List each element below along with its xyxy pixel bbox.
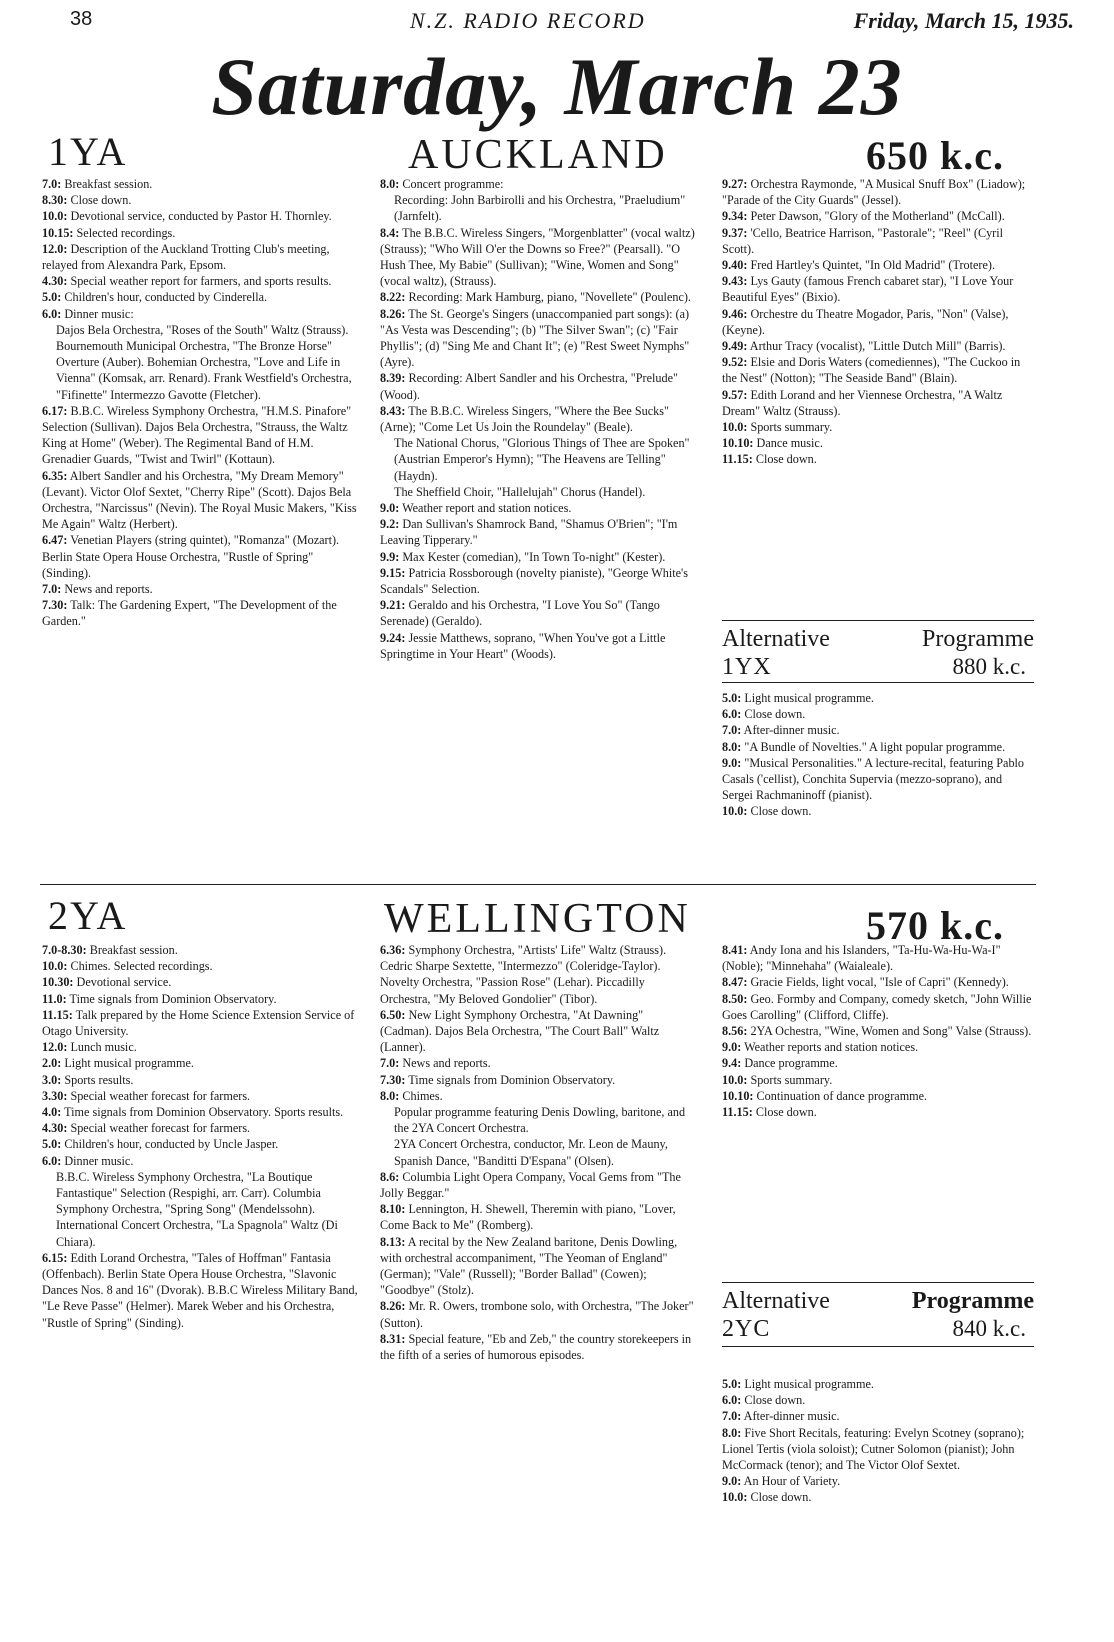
programme-time: 4.30: <box>42 274 68 289</box>
programme-item <box>42 974 360 990</box>
programme-time: 7.0: <box>722 723 742 738</box>
programme-item <box>42 176 360 192</box>
programme-item <box>722 1072 1034 1088</box>
programme-item <box>380 549 696 565</box>
programme-text: Fred Hartley's Quintet, "In Old Madrid" (Trotere). <box>750 258 996 273</box>
programme-item <box>722 419 1034 435</box>
programme-time: 7.0: <box>722 1409 742 1424</box>
programme-item <box>380 1088 696 1104</box>
programme-time: 3.30: <box>42 1088 68 1103</box>
programme-time: 9.49: <box>722 339 748 354</box>
programme-text: Close down. <box>744 1393 806 1408</box>
programme-time: 9.46: <box>722 306 748 321</box>
programme-time: 10.30: <box>42 975 74 990</box>
alt-2yc-rule <box>722 1282 1034 1283</box>
programme-time: 10.0: <box>722 804 748 819</box>
programme-text: Close down. <box>70 193 132 208</box>
programme-time: 10.15: <box>42 225 74 240</box>
programme-item <box>722 451 1034 467</box>
programme-time: 8.39: <box>380 371 406 386</box>
programme-text: The National Chorus, "Glorious Things of Thee are Spoken" (Austrian Emperor's Hymn); "The Heavens are Telling" (Haydn). <box>394 436 690 483</box>
programme-time: 7.0: <box>42 177 62 191</box>
alt-programme-1yx-heading <box>722 626 1034 686</box>
programme-time: 7.0: <box>42 582 62 597</box>
programme-text: Arthur Tracy (vocalist), "Little Dutch Mill" (Barris). <box>749 339 1006 354</box>
programme-time: 11.15: <box>42 1007 73 1022</box>
programme-item <box>42 1055 360 1071</box>
alt-call-1yx: 1YX <box>722 654 772 680</box>
programme-item <box>380 370 696 402</box>
programme-item <box>380 597 696 629</box>
programme-text: Orchestra Raymonde, "A Musical Snuff Box" (Liadow); "Parade of the City Guards" (Jessel). <box>722 177 1026 208</box>
programme-time: 9.57: <box>722 387 748 402</box>
programme-item <box>42 1072 360 1088</box>
programme-item <box>722 208 1034 224</box>
programme-item <box>722 1392 1034 1408</box>
programme-item <box>722 722 1034 738</box>
programme-text: Special weather forecast for farmers. <box>70 1088 251 1103</box>
programme-item <box>42 991 360 1007</box>
page-title: Saturday, March 23 <box>211 41 903 132</box>
programme-text: Chimes. <box>402 1088 443 1103</box>
programme-item <box>42 403 360 468</box>
programme-item <box>722 1055 1034 1071</box>
alt-2yc-rule-bottom <box>722 1346 1034 1347</box>
wellington-column-3 <box>722 942 1034 1120</box>
programme-text: Lennington, H. Shewell, Theremin with piano, "Lover, Come Back to Me" (Romberg). <box>380 1202 676 1233</box>
programme-item <box>42 468 360 533</box>
programme-time: 7.0: <box>380 1056 400 1071</box>
programme-text: Sports results. <box>64 1072 134 1087</box>
programme-time: 6.35: <box>42 468 68 483</box>
programme-item <box>380 1234 696 1299</box>
programme-time: 7.30: <box>380 1072 406 1087</box>
programme-item <box>722 1425 1034 1474</box>
programme-time: 9.43: <box>722 274 748 289</box>
programme-item <box>42 942 360 958</box>
programme-item <box>42 1169 360 1250</box>
programme-time: 4.30: <box>42 1121 68 1136</box>
programme-time: 8.22: <box>380 290 406 305</box>
programme-time: 8.4: <box>380 225 400 240</box>
programme-text: Special weather report for farmers, and sports results. <box>70 274 332 289</box>
programme-time: 6.0: <box>42 1153 62 1168</box>
programme-text: Close down. <box>755 452 817 467</box>
alt-programme-label: Programme <box>922 626 1034 652</box>
programme-item <box>722 755 1034 804</box>
alt-1yx-list <box>722 690 1034 820</box>
programme-text: Chimes. Selected recordings. <box>70 959 213 974</box>
programme-time: 6.0: <box>722 707 742 722</box>
programme-item <box>42 1039 360 1055</box>
programme-item <box>42 289 360 305</box>
programme-text: Orchestre du Theatre Mogador, Paris, "Non" (Valse), (Keyne). <box>722 306 1009 337</box>
alt-label: Alternative <box>722 626 830 652</box>
programme-text: Children's hour, conducted by Cinderella. <box>64 290 268 305</box>
programme-text: Devotional service, conducted by Pastor H. Thornley. <box>70 209 332 224</box>
programme-time: 9.0: <box>722 1474 742 1489</box>
programme-time: 8.10: <box>380 1202 406 1217</box>
programme-time: 8.41: <box>722 943 748 957</box>
programme-text: Close down. <box>755 1105 817 1120</box>
programme-time: 9.15: <box>380 565 406 580</box>
programme-text: Dan Sullivan's Shamrock Band, "Shamus O'Brien"; "I'm Leaving Tipperary." <box>380 517 678 548</box>
programme-item <box>722 1088 1034 1104</box>
alt-2yc-list <box>722 1376 1034 1506</box>
programme-text: Albert Sandler and his Orchestra, "My Dream Memory" (Levant). Victor Olof Sextet, "Cherry Ripe" (Scott). Dajos Bela Orchestra, "Narcissus" (Nevin). The Royal Music Makers, "Kiss Me Again" Waltz (Herbert). <box>42 468 357 532</box>
alt-call-2yc: 2YC <box>722 1316 771 1342</box>
programme-text: Description of the Auckland Trotting Club's meeting, relayed from Alexandra Park, Epsom. <box>42 241 330 273</box>
programme-text: Max Kester (comedian), "In Town To-night" (Kester). <box>402 549 666 564</box>
programme-time: 8.26: <box>380 1299 406 1314</box>
programme-text: After-dinner music. <box>743 723 840 738</box>
programme-item <box>42 581 360 597</box>
programme-text: Special feature, "Eb and Zeb," the country storekeepers in the fifth of a series of humorous episodes. <box>380 1331 692 1363</box>
programme-text: 2YA Concert Orchestra, conductor, Mr. Leon de Mauny, Spanish Dance, "Banditti D'Espana" (Olsen). <box>394 1137 668 1168</box>
programme-item <box>42 322 360 403</box>
programme-item <box>722 1408 1034 1424</box>
programme-text: Lunch music. <box>70 1040 137 1055</box>
programme-text: Time signals from Dominion Observatory. Sports results. <box>64 1105 344 1120</box>
auckland-column-2 <box>380 176 696 662</box>
programme-text: Recording: Mark Hamburg, piano, "Novellete" (Poulenc). <box>408 290 691 305</box>
programme-time: 6.0: <box>42 306 62 321</box>
programme-text: Close down. <box>750 804 812 819</box>
programme-item <box>42 225 360 241</box>
programme-item <box>722 257 1034 273</box>
programme-time: 9.4: <box>722 1056 742 1071</box>
alt-freq-2yc: 840 k.c. <box>952 1316 1026 1341</box>
programme-time: 6.50: <box>380 1007 406 1022</box>
station-call-2ya: 2YA <box>48 893 128 938</box>
programme-item <box>380 630 696 662</box>
alt-1yx-rule <box>722 620 1034 621</box>
programme-item <box>380 176 696 192</box>
programme-item <box>722 706 1034 722</box>
programme-time: 2.0: <box>42 1056 62 1071</box>
programme-time: 11.15: <box>722 1105 753 1120</box>
programme-text: Geraldo and his Orchestra, "I Love You So" (Tango Serenade) (Geraldo). <box>380 598 660 629</box>
programme-item <box>722 354 1034 386</box>
programme-time: 10.0: <box>42 209 68 224</box>
programme-time: 11.0: <box>42 991 67 1006</box>
programme-text: Lys Gauty (famous French cabaret star), "I Love Your Beautiful Eyes" (Bixio). <box>722 274 1014 305</box>
programme-item <box>380 942 696 1007</box>
programme-time: 9.37: <box>722 225 748 240</box>
programme-time: 10.10: <box>722 436 754 451</box>
programme-item <box>380 1331 696 1363</box>
programme-time: 8.13: <box>380 1234 406 1249</box>
programme-time: 12.0: <box>42 1040 68 1055</box>
programme-item <box>380 225 696 290</box>
programme-text: News and reports. <box>402 1056 491 1071</box>
programme-text: Five Short Recitals, featuring: Evelyn Scotney (soprano); Lionel Tertis (viola soloist); Cutner Solomon (pianist); John McCormack (tenor); and The Victor Olof Sextet. <box>722 1425 1025 1473</box>
programme-text: "A Bundle of Novelties." A light popular programme. <box>744 739 1006 754</box>
programme-item <box>380 289 696 305</box>
programme-time: 7.30: <box>42 598 68 613</box>
programme-time: 10.0: <box>722 1490 748 1505</box>
programme-time: 9.0: <box>722 755 742 770</box>
programme-item <box>42 241 360 273</box>
programme-text: The St. George's Singers (unaccompanied part songs): (a) "As Vesta was Descending"; (b) "The Silver Swan"; (c) "Fair Phyllis"; (d) "Sing Me and Chant It"; (e) "Rest Sweet Nymphs" (Ayre). <box>380 306 690 370</box>
programme-time: 5.0: <box>722 1377 742 1391</box>
programme-text: B.B.C. Wireless Symphony Orchestra, "La Boutique Fantastique" Selection (Respighi, arr. Carr). Columbia Symphony Orchestra, "Spring Song" (Mendelssohn). International Concert Orchestra, "La Spagnola" Waltz (Di Chiara). <box>56 1169 338 1249</box>
page-header <box>70 8 1074 38</box>
programme-time: 6.36: <box>380 943 406 957</box>
programme-item <box>722 306 1034 338</box>
programme-text: Columbia Light Opera Company, Vocal Gems from "The Jolly Beggar." <box>380 1169 681 1201</box>
programme-text: Sports summary. <box>750 420 833 435</box>
auckland-column-1 <box>42 176 360 630</box>
programme-time: 8.50: <box>722 991 748 1006</box>
programme-time: 6.15: <box>42 1250 68 1265</box>
programme-time: 5.0: <box>722 691 742 705</box>
programme-text: Geo. Formby and Company, comedy sketch, "John Willie Goes Carolling" (Clifford, Cliffe). <box>722 991 1032 1022</box>
programme-text: News and reports. <box>64 582 153 597</box>
programme-item <box>722 176 1034 208</box>
programme-text: Special weather forecast for farmers. <box>70 1121 251 1136</box>
programme-text: The B.B.C. Wireless Singers, "Morgenblatter" (vocal waltz) (Strauss); "Who Will O'er the Downs so Free?" (Pearsall). "O Hush Thee, My Babie" (Sullivan); "Wine, Women and Song" (vocal waltz), (Strauss). <box>380 225 695 289</box>
programme-text: A recital by the New Zealand baritone, Denis Dowling, with orchestral accompaniment, "The Yeoman of England" (German); "Vale" (Russell); "Border Ballad" (Cowen); "Goodbye" (Stolz). <box>380 1234 678 1298</box>
programme-item <box>380 1072 696 1088</box>
programme-item <box>722 1473 1034 1489</box>
programme-item <box>42 192 360 208</box>
programme-item <box>42 1250 360 1331</box>
programme-text: Edith Lorand and her Viennese Orchestra, "A Waltz Dream" Waltz (Strauss). <box>722 387 1003 418</box>
programme-text: Light musical programme. <box>744 1377 874 1391</box>
programme-text: B.B.C. Wireless Symphony Orchestra, "H.M.S. Pinafore" Selection (Sullivan). Dajos Bela Orchestra, "Strauss, the Waltz King at Home" (Weber). The Regimental Band of H.M. Grenadier Guards, "Twist and Twirl" (Kottaun). <box>42 403 352 467</box>
programme-text: Venetian Players (string quintet), "Romanza" (Mozart). Berlin State Opera House Orchestra, "Rustle of Spring" (Sinding). <box>42 533 340 580</box>
programme-item <box>722 803 1034 819</box>
station-freq-2ya: 570 k.c. <box>866 903 1004 948</box>
programme-item <box>380 1055 696 1071</box>
programme-item <box>42 1136 360 1152</box>
programme-text: The Sheffield Choir, "Hallelujah" Chorus (Handel). <box>394 484 646 499</box>
programme-time: 9.24: <box>380 630 406 645</box>
programme-item <box>722 991 1034 1023</box>
issue-date: Friday, March 15, 1935. <box>853 8 1074 33</box>
programme-text: Patricia Rossborough (novelty pianiste), "George White's Scandals" Selection. <box>380 565 688 597</box>
programme-item <box>380 1007 696 1056</box>
programme-text: Popular programme featuring Denis Dowling, baritone, and the 2YA Concert Orchestra. <box>394 1105 686 1136</box>
programme-text: Recording: Albert Sandler and his Orchestra, "Prelude" (Wood). <box>380 371 678 402</box>
wellington-column-2 <box>380 942 696 1363</box>
programme-item <box>42 958 360 974</box>
programme-item <box>42 1120 360 1136</box>
programme-text: Talk prepared by the Home Science Extension Service of Otago University. <box>42 1007 355 1039</box>
programme-text: Dance programme. <box>744 1056 838 1071</box>
programme-item <box>42 208 360 224</box>
programme-text: Gracie Fields, light vocal, "Isle of Capri" (Kennedy). <box>750 975 1009 990</box>
programme-time: 9.9: <box>380 549 400 564</box>
programme-time: 10.0: <box>722 420 748 435</box>
programme-item <box>380 1201 696 1233</box>
programme-item <box>42 1088 360 1104</box>
programme-text: Breakfast session. <box>64 177 153 191</box>
programme-item <box>722 387 1034 419</box>
programme-text: Symphony Orchestra, "Artists' Life" Waltz (Strauss). Cedric Sharpe Sextette, "Intermezzo" (Coleridge-Taylor). Novelty Orchestra, "Passion Rose" (Lehar). Piccadilly Orchestra, "My Beloved Gondolier" (Tibor). <box>380 943 667 1006</box>
programme-item <box>42 273 360 289</box>
programme-item <box>722 435 1034 451</box>
programme-time: 10.0: <box>42 959 68 974</box>
programme-text: Dance music. <box>756 436 823 451</box>
programme-item <box>380 306 696 371</box>
alt-label: Alternative <box>722 1288 830 1314</box>
programme-item <box>380 1136 696 1168</box>
programme-text: Selected recordings. <box>76 225 176 240</box>
programme-time: 4.0: <box>42 1105 62 1120</box>
programme-text: Andy Iona and his Islanders, "Ta-Hu-Wa-Hu-Wa-I" (Noble); "Minnehaha" (Waialeale). <box>722 943 1001 974</box>
programme-item <box>380 1298 696 1330</box>
programme-text: Dinner music. <box>64 1153 134 1168</box>
programme-text: Children's hour, conducted by Uncle Jasper. <box>64 1137 279 1152</box>
programme-text: Weather report and station notices. <box>402 501 572 516</box>
programme-time: 7.0-8.30: <box>42 943 87 957</box>
programme-item <box>42 1104 360 1120</box>
programme-time: 6.0: <box>722 1393 742 1408</box>
programme-item <box>722 974 1034 990</box>
programme-time: 9.40: <box>722 258 748 273</box>
programme-text: "Musical Personalities." A lecture-recital, featuring Pablo Casals ('cellist), Conchita Supervia (mezzo-soprano), and Sergei Rachmaninoff (pianist). <box>722 755 1025 803</box>
programme-text: Time signals from Dominion Observatory. <box>408 1072 616 1087</box>
station-call-1ya: 1YA <box>48 129 128 174</box>
programme-item <box>722 225 1034 257</box>
page-number: 38 <box>70 8 93 30</box>
programme-text: An Hour of Variety. <box>743 1474 841 1489</box>
programme-text: The B.B.C. Wireless Singers, "Where the Bee Sucks" (Arne); "Come Let Us Join the Roundelay" (Beale). <box>380 403 669 435</box>
programme-time: 8.31: <box>380 1331 406 1346</box>
wellington-column-1 <box>42 942 360 1331</box>
programme-time: 8.0: <box>722 739 742 754</box>
programme-time: 3.0: <box>42 1072 62 1087</box>
programme-time: 11.15: <box>722 452 753 467</box>
programme-item <box>722 1489 1034 1505</box>
programme-time: 5.0: <box>42 1137 62 1152</box>
programme-item <box>42 1007 360 1039</box>
programme-item <box>380 192 696 224</box>
programme-item <box>380 1169 696 1201</box>
programme-text: Recording: John Barbirolli and his Orchestra, "Praeludium" (Jarnfelt). <box>394 193 686 224</box>
programme-text: Close down. <box>744 707 806 722</box>
programme-time: 9.2: <box>380 517 400 532</box>
programme-text: Weather reports and station notices. <box>744 1040 919 1055</box>
programme-text: 2YA Ochestra, "Wine, Women and Song" Valse (Strauss). <box>750 1024 1032 1039</box>
programme-time: 5.0: <box>42 290 62 305</box>
programme-item <box>380 435 696 484</box>
programme-time: 9.0: <box>722 1040 742 1055</box>
programme-time: 6.47: <box>42 533 68 548</box>
programme-time: 9.0: <box>380 501 400 516</box>
programme-item <box>722 1023 1034 1039</box>
programme-time: 8.56: <box>722 1024 748 1039</box>
programme-time: 6.17: <box>42 403 68 418</box>
station-freq-1ya: 650 k.c. <box>866 133 1004 178</box>
programme-item <box>42 306 360 322</box>
auckland-column-3 <box>722 176 1034 468</box>
programme-time: 8.0: <box>380 177 400 191</box>
programme-item <box>722 338 1034 354</box>
programme-item <box>380 484 696 500</box>
programme-text: Sports summary. <box>750 1072 833 1087</box>
programme-text: Mr. R. Owers, trombone solo, with Orchestra, "The Joker" (Sutton). <box>380 1299 694 1330</box>
programme-time: 8.30: <box>42 193 68 208</box>
programme-text: Concert programme: <box>402 177 504 191</box>
alt-programme-label: Programme <box>911 1288 1034 1314</box>
programme-item <box>722 1376 1034 1392</box>
alt-programme-2yc-heading <box>722 1288 1034 1348</box>
programme-text: Peter Dawson, "Glory of the Motherland" (McCall). <box>750 209 1005 224</box>
programme-text: Continuation of dance programme. <box>756 1088 928 1103</box>
programme-item <box>722 1039 1034 1055</box>
programme-time: 9.52: <box>722 355 748 370</box>
programme-item <box>380 1104 696 1136</box>
programme-item <box>722 739 1034 755</box>
programme-text: Talk: The Gardening Expert, "The Development of the Garden." <box>42 598 337 629</box>
programme-text: Light musical programme. <box>744 691 874 705</box>
programme-item <box>42 1153 360 1169</box>
programme-time: 9.34: <box>722 209 748 224</box>
section-divider <box>40 884 1036 885</box>
masthead: N.Z. RADIO RECORD <box>410 8 646 33</box>
programme-time: 12.0: <box>42 241 68 256</box>
programme-text: Close down. <box>750 1490 812 1505</box>
alt-freq-1yx: 880 k.c. <box>952 654 1026 679</box>
programme-time: 9.27: <box>722 177 748 191</box>
programme-item <box>380 516 696 548</box>
programme-time: 8.43: <box>380 403 406 418</box>
programme-time: 10.0: <box>722 1072 748 1087</box>
programme-item <box>42 597 360 629</box>
programme-text: Elsie and Doris Waters (comediennes), "The Cuckoo in the Nest" (Notton); "The Seaside Band" (Blain). <box>722 355 1021 386</box>
programme-item <box>42 532 360 581</box>
programme-time: 8.0: <box>380 1088 400 1103</box>
programme-text: Dajos Bela Orchestra, "Roses of the South" Waltz (Strauss). Bournemouth Municipal Orchestra, "The Bronze Horse" Overture (Auber). Bohemian Orchestra, "Love and Life in Vienna" (Komsak, arr. Renard). Frank Westfield's Orchestra, "Fifinette" Intermezzo Gavotte (Fletcher). <box>56 322 352 402</box>
programme-item <box>380 500 696 516</box>
programme-text: Devotional service. <box>76 975 172 990</box>
programme-item <box>722 273 1034 305</box>
programme-item <box>722 942 1034 974</box>
programme-time: 8.0: <box>722 1425 742 1440</box>
programme-time: 8.26: <box>380 306 406 321</box>
station-city-wellington: WELLINGTON <box>384 896 691 942</box>
programme-item <box>380 565 696 597</box>
alt-1yx-rule-bottom <box>722 682 1034 683</box>
programme-text: 'Cello, Beatrice Harrison, "Pastorale"; "Reel" (Cyril Scott). <box>722 225 1004 256</box>
programme-text: Light musical programme. <box>64 1056 194 1071</box>
programme-item <box>722 1104 1034 1120</box>
programme-text: After-dinner music. <box>743 1409 840 1424</box>
programme-time: 9.21: <box>380 598 406 613</box>
programme-item <box>722 690 1034 706</box>
programme-item <box>380 403 696 435</box>
programme-time: 8.6: <box>380 1169 400 1184</box>
programme-text: Dinner music: <box>64 306 134 321</box>
programme-text: Time signals from Dominion Observatory. <box>69 991 277 1006</box>
station-city-auckland: AUCKLAND <box>408 132 668 178</box>
programme-time: 10.10: <box>722 1088 754 1103</box>
programme-text: Edith Lorand Orchestra, "Tales of Hoffman" Fantasia (Offenbach). Berlin State Opera House Orchestra, "Slavonic Dances Nos. 8 and 16" (Dvorak). B.B.C Wireless Military Band, "Le Reve Passe" (Helmer). Marek Weber and his Orchestra, "Rustle of Spring" (Sinding). <box>42 1250 358 1330</box>
programme-time: 8.47: <box>722 975 748 990</box>
programme-text: Breakfast session. <box>89 943 178 957</box>
programme-text: Jessie Matthews, soprano, "When You've got a Little Springtime in Your Heart" (Woods). <box>380 630 666 661</box>
programme-text: New Light Symphony Orchestra, "At Dawning" (Cadman). Dajos Bela Orchestra, "The Court Ball" Waltz (Lanner). <box>380 1007 660 1055</box>
